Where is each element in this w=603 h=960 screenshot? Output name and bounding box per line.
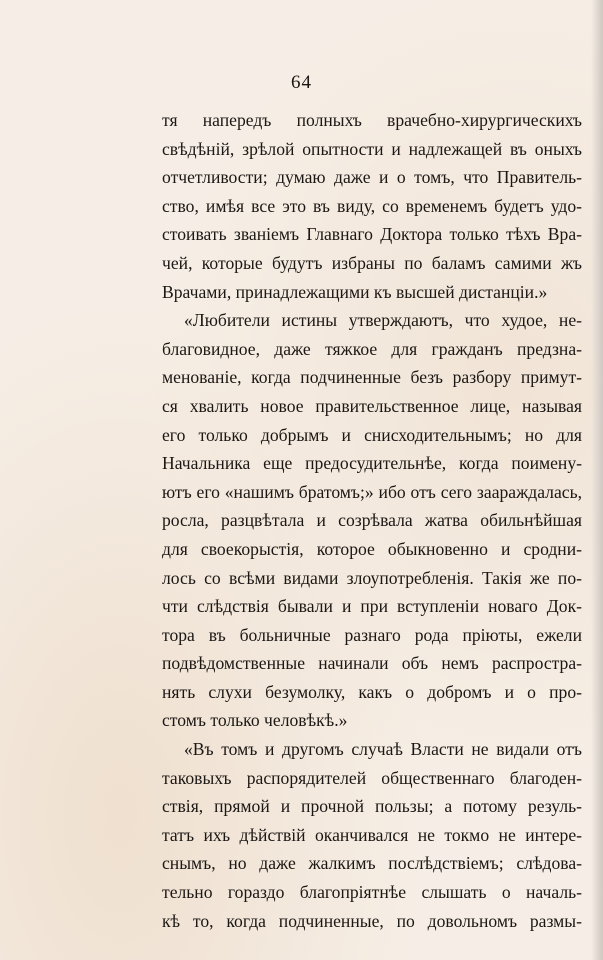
text-line: лось со всѣми видами злоупотребленія. Такія же по-: [162, 567, 582, 588]
text-line: росла, разцвѣтала и созрѣвала жатва обильнѣйшая: [162, 510, 582, 531]
page-edge-shadow: [591, 0, 603, 960]
text-line: подвѣдомственные начинали объ немъ распростра-: [162, 653, 582, 674]
text-line: стомъ только человѣкѣ.»: [162, 710, 348, 731]
text-line: его только добрымъ и снисходительнымъ; но для: [162, 424, 582, 445]
page-number: 64: [291, 72, 312, 93]
text-line: менованіе, когда подчиненные безъ разбору примут-: [162, 367, 582, 388]
text-line: тя напередъ полныхъ врачебно-хирургическихъ: [162, 110, 582, 130]
text-line: тора въ больничные разнаго рода пріюты, ежели: [162, 624, 582, 645]
text-line: ство, имѣя все это въ виду, со временемъ будетъ удо-: [162, 195, 582, 216]
text-line: стоивать званіемъ Главнаго Доктора только тѣхъ Вра-: [162, 224, 582, 245]
text-line: «Любители истины утверждаютъ, что худое, не-: [184, 310, 582, 331]
text-line: нять слухи безумолку, какъ о добромъ и о про-: [162, 681, 582, 702]
text-line: тельно гораздо благопріятнѣе слышать о началь-: [162, 882, 582, 903]
text-line: ся хвалить новое правительственное лице, называя: [162, 395, 582, 416]
text-line: благовидное, даже тяжкое для гражданъ предзна-: [162, 338, 582, 359]
text-line: для своекорыстія, которое обыкновенно и сродни-: [162, 538, 582, 559]
text-line: татъ ихъ дѣйствій оканчивался не токмо не интере-: [162, 824, 582, 845]
text-line: «Въ томъ и другомъ случаѣ Власти не видали отъ: [184, 739, 582, 760]
text-line: Начальника еще предосудительнѣе, когда поимену-: [162, 453, 582, 474]
text-line: чей, которые будутъ избраны по баламъ самими жъ: [162, 252, 582, 273]
text-line: ствія, прямой и прочной пользы; а потому резуль-: [162, 796, 582, 817]
text-line: снымъ, но даже жалкимъ послѣдствіемъ; слѣдова-: [162, 853, 582, 874]
text-line: отчетливости; думаю даже и о томъ, что Правитель-: [162, 167, 582, 188]
text-line: таковыхъ распорядителей общественнаго благоден-: [162, 767, 582, 788]
text-line: чти слѣдствія бывали и при вступленіи новаго Док-: [162, 596, 582, 617]
text-line: ютъ его «нашимъ братомъ;» ибо отъ сего заараждалась,: [162, 481, 582, 502]
body-text: [162, 106, 582, 935]
text-line: Врачами, принадлежащими къ высшей дистанціи.»: [162, 281, 548, 302]
text-line: свѣдѣній, зрѣлой опытности и надлежащей въ оныхъ: [162, 138, 582, 159]
text-line: кѣ то, когда подчиненные, по довольномъ размы-: [162, 910, 582, 931]
